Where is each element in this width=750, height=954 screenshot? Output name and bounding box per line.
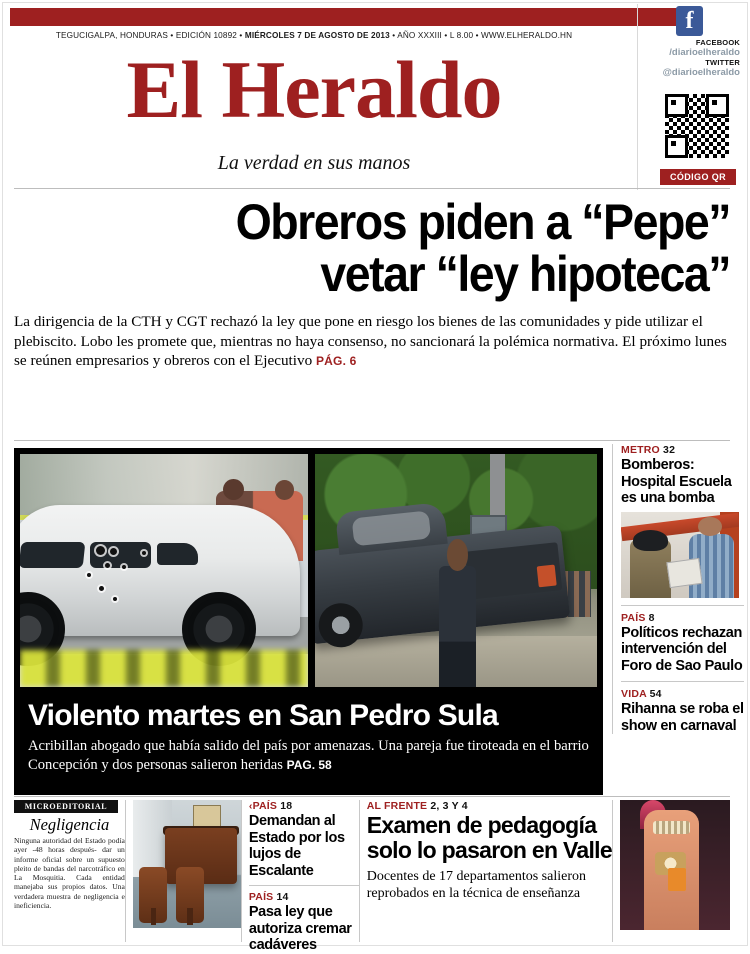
social-and-qr-block [637, 4, 745, 190]
banner-deck-text: Acribillan abogado que había salido del país por amenazas. Una pareja fue tiroteada en el barrio Concepción y dos personas salieron heridas [28, 738, 589, 773]
rail-kicker-pais [621, 612, 744, 624]
pais-headline-18: Demandan al Estado por los lujos de Escalante [248, 813, 345, 879]
microeditorial-column [14, 800, 125, 942]
twitter-label: TWITTER [705, 58, 740, 67]
newspaper-title: El Heraldo [126, 44, 502, 135]
crime-scene-photo-left [20, 454, 308, 687]
pais-section-14: PAÍS [248, 891, 274, 903]
rail-page-metro: 32 [663, 444, 676, 456]
divider-bottom-strip [14, 796, 730, 797]
banner-page-ref[interactable]: PAG. 58 [286, 757, 332, 772]
divider-under-lead [14, 440, 730, 441]
rail-section-vida: VIDA [621, 688, 647, 700]
photo-package [14, 448, 603, 795]
pais-kicker-14 [249, 891, 359, 903]
divider-under-masthead [14, 188, 730, 189]
front-section: AL FRENTE [366, 800, 428, 812]
dateline-date: MIÉRCOLES 7 DE AGOSTO DE 2013 [244, 31, 390, 40]
banner-headline: Violento martes en San Pedro Sula [28, 699, 498, 732]
pais-kicker-18 [249, 800, 359, 812]
microeditorial-body: Ninguna autoridad del Estado podía ayer -48 horas después- dar un informe oficial sobre un supuesto pleito de bandas del narcotráfico en La Mosquitia. Cada entidad manejaba sus propios datos. Una verdadera muestra de negligencia e ineficiencia. [14, 836, 125, 911]
pais-divider [249, 885, 359, 886]
qr-code-label: CÓDIGO QR [660, 169, 736, 185]
social-icons-group [676, 6, 734, 38]
lead-headline-line1: Obreros piden a “Pepe” [235, 194, 730, 250]
lead-headline-line2: vetar “ley hipoteca” [320, 246, 730, 302]
crime-scene-photo-right [315, 454, 597, 687]
rail-kicker-vida [621, 688, 744, 700]
front-headline: Examen de pedagogía solo lo pasaron en Valle [366, 812, 612, 863]
facebook-icon[interactable]: f [676, 6, 703, 36]
photo-row [20, 454, 597, 687]
right-rail [612, 444, 744, 734]
front-page: 2, 3 Y 4 [430, 800, 468, 812]
twitter-handle[interactable]: @diarioelheraldo [662, 67, 740, 78]
qr-eye-top-right [706, 94, 729, 117]
rail-headline-pais: Políticos rechazan intervención del Foro de Sao Paulo [621, 624, 743, 674]
photo-package-banner [20, 694, 597, 789]
rail-page-pais: 8 [648, 611, 655, 624]
rail-section-metro: METRO [621, 444, 660, 456]
rihanna-carnival-photo [620, 800, 730, 930]
rail-divider-1 [621, 605, 744, 606]
rail-divider-2 [621, 681, 744, 682]
pais-briefs-column [241, 800, 359, 953]
dateline-prefix: TEGUCIGALPA, HONDURAS • EDICIÓN 10892 • [55, 31, 245, 40]
lead-deck-text: La dirigencia de la CTH y CGT rechazó la ley que pone en riesgo los bienes de las comunidades y pide utilizar el plebiscito. Lobo les promete que, mientras no haya consenso, no sancionará la polémica normativa. El próximo lunes se reúnen empresarios y obreros con el Ejecutivo [14, 313, 727, 369]
facebook-handle[interactable]: /diarioelheraldo [669, 47, 740, 58]
qr-eye-top-left [665, 94, 688, 117]
rail-headline-metro: Bomberos: Hospital Escuela es una bomba [621, 457, 732, 506]
qr-code-icon[interactable] [665, 94, 729, 158]
masthead-red-bar [10, 8, 680, 26]
rail-section-pais: PAÍS [621, 611, 646, 624]
facebook-label: FACEBOOK [695, 38, 740, 47]
pais-headline-14: Pasa ley que autoriza cremar cadáveres [248, 904, 352, 953]
lead-story [14, 196, 730, 372]
pais-brief-14[interactable] [249, 891, 359, 954]
bottom-strip [14, 800, 730, 953]
rail-item-pais[interactable] [621, 612, 744, 675]
dateline [0, 31, 628, 40]
furniture-photo-column [125, 800, 241, 942]
front-deck: Docentes de 17 departamentos salieron reprobados en la técnica de enseñanza [366, 869, 586, 901]
escalante-luxury-furniture-photo [133, 800, 241, 928]
rail-item-metro[interactable] [621, 444, 744, 598]
rail-page-vida: 54 [649, 688, 662, 700]
twitter-icon[interactable]: t [696, 12, 720, 38]
pais-section-18: PAÍS [252, 800, 278, 812]
pais-arrow-icon: ‹ [248, 800, 253, 812]
pais-brief-18[interactable] [249, 800, 359, 879]
microeditorial-title: Negligencia [29, 815, 110, 834]
banner-deck [28, 737, 589, 774]
rail-item-vida[interactable] [621, 688, 744, 734]
microeditorial-tag: MICROEDITORIAL [14, 800, 118, 813]
rail-photo-metro [621, 512, 739, 598]
dateline-suffix: • AÑO XXXIII • L 8.00 • WWW.ELHERALDO.HN [389, 31, 573, 40]
pais-page-14: 14 [276, 891, 289, 903]
lead-deck [14, 312, 730, 372]
rail-kicker-metro [621, 444, 744, 456]
newspaper-slogan: La verdad en sus manos [217, 152, 411, 174]
rail-headline-vida: Rihanna se roba el show en carnaval [621, 701, 744, 734]
front-kicker [367, 800, 612, 812]
qr-eye-bottom-left [665, 135, 688, 158]
vida-photo-column [612, 800, 730, 942]
al-frente-column[interactable] [359, 800, 612, 942]
pais-page-18: 18 [280, 800, 293, 812]
lead-page-ref[interactable]: PÁG. 6 [315, 354, 357, 368]
